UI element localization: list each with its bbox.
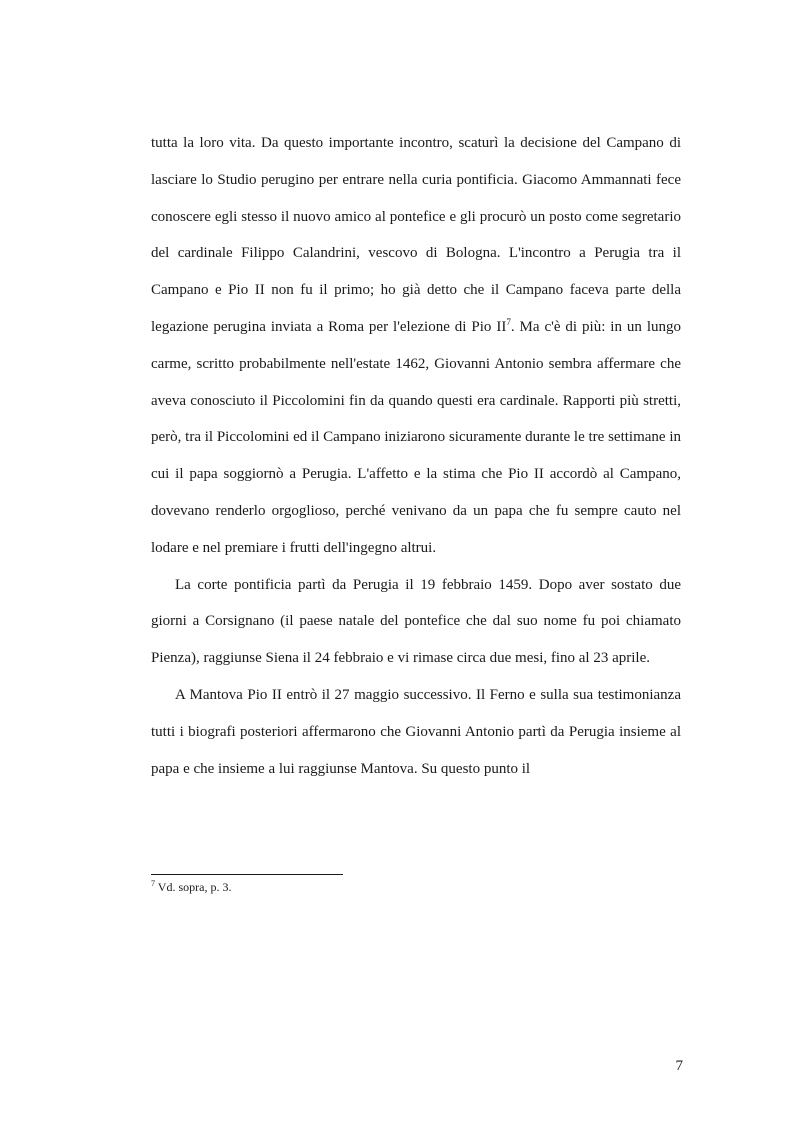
paragraph-2: La corte pontificia partì da Perugia il 19 febbraio 1459. Dopo aver sostato due giorni a Corsignano (il paese natale del pontefice che dal suo nome fu poi chiamato Pienza), raggiunse Siena il 24 febbraio e vi rimase circa due mesi, fino al 23 aprile. [151,576,681,667]
paragraph-1 [151,125,681,567]
paragraph-1-text-after: . Ma c'è di più: in un lungo carme, scritto probabilmente nell'estate 1462, Giovanni Antonio sembra affermare che aveva conosciuto il Piccolomini fin da quando questi era cardinale. Rapporti più stretti, però, tra il Piccolomini ed il Campano iniziarono sicuramente durante le tre settimane in cui il papa soggiornò a Perugia. L'affetto e la stima che Pio II accordò al Campano, dovevano renderlo orgoglioso, perché venivano da un papa che fu sempre cauto nel lodare e nel premiare i frutti dell'ingegno altrui. [151,318,681,556]
body-text [151,125,681,787]
footnote [151,879,231,895]
paragraph-1-text-before: tutta la loro vita. Da questo importante incontro, scaturì la decisione del Campano di lasciare lo Studio perugino per entrare nella curia pontificia. Giacomo Ammannati fece conoscere egli stesso il nuovo amico al pontefice e gli procurò un posto come segretario del cardinale Filippo Calandrini, vescovo di Bologna. L'incontro a Perugia tra il Campano e Pio II non fu il primo; ho già detto che il Campano faceva parte della legazione perugina inviata a Roma per l'elezione di Pio II [151,135,681,335]
footnote-text: Vd. sopra, p. 3. [155,880,232,894]
page-number: 7 [675,1058,683,1074]
footnote-reference: 7 [506,316,511,327]
footnote-number: 7 [151,879,155,888]
paragraph-3: A Mantova Pio II entrò il 27 maggio successivo. Il Ferno e sulla sua testimonianza tutti i biografi posteriori affermarono che Giovanni Antonio partì da Perugia insieme al papa e che insieme a lui raggiunse Mantova. Su questo punto il [151,686,681,777]
footnote-separator [151,874,343,875]
